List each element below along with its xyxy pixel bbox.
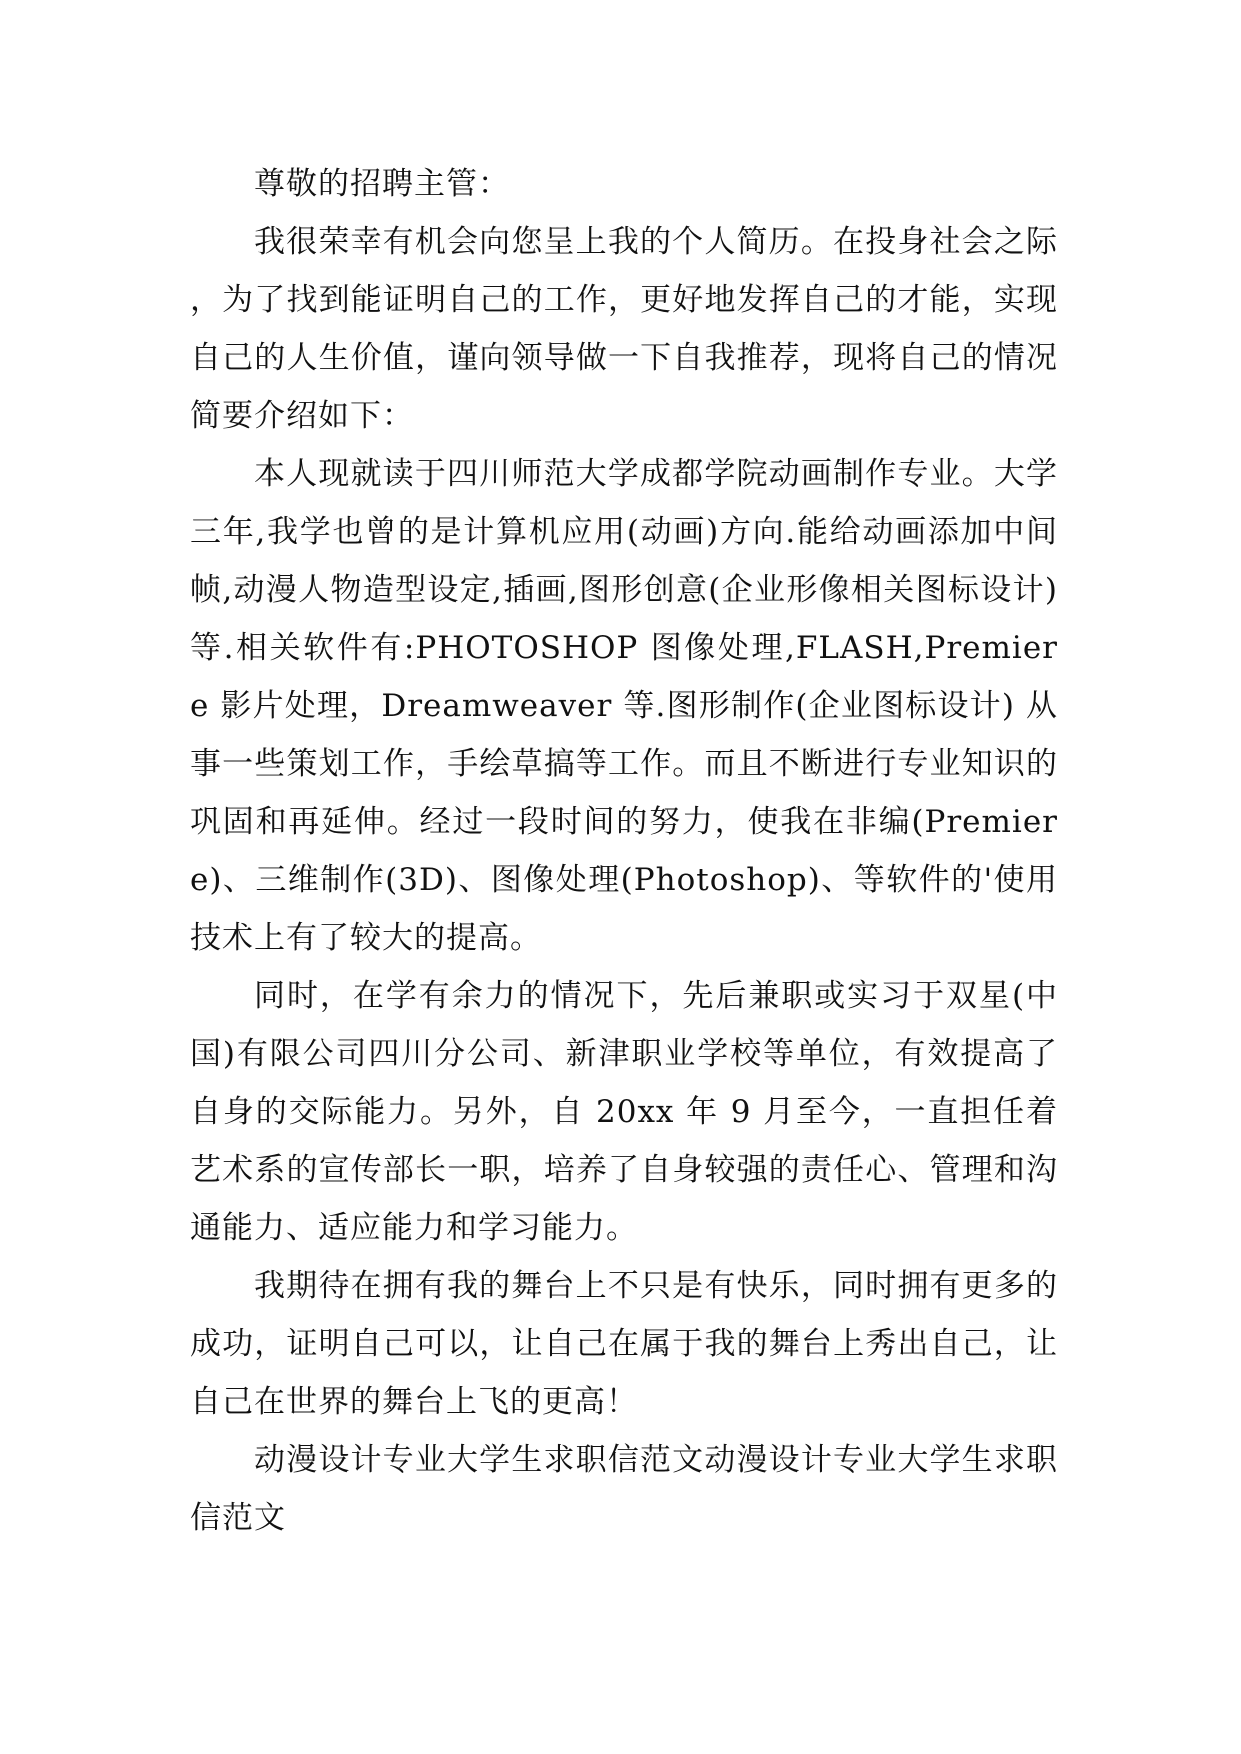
paragraph-closing: 我期待在拥有我的舞台上不只是有快乐，同时拥有更多的成功，证明自己可以，让自己在属于我的舞台上秀出自己，让自己在世界的舞台上飞的更高！ xyxy=(190,1268,1058,1420)
salutation: 尊敬的招聘主管： xyxy=(254,166,510,202)
paragraph-experience: 同时，在学有余力的情况下，先后兼职或实习于双星(中国)有限公司四川分公司、新津职业学校等单位，有效提高了自身的交际能力。另外，自 20xx 年 9 月至今，一直担任着艺术系的宣传部长一职，培养了自身较强的责任心、管理和沟通能力、适应能力和学习能力。 xyxy=(190,978,1058,1246)
letter-body xyxy=(190,155,1058,1547)
paragraph-title-footer: 动漫设计专业大学生求职信范文动漫设计专业大学生求职信范文 xyxy=(190,1442,1058,1536)
paragraph-education-skills: 本人现就读于四川师范大学成都学院动画制作专业。大学三年,我学也曾的是计算机应用(动画)方向.能给动画添加中间帧,动漫人物造型设定,插画,图形创意(企业形像相关图标设计)等.相关软件有:PHOTOSHOP 图像处理,FLASH,Premiere 影片处理，Dreamweaver 等.图形制作(企业图标设计) 从事一些策划工作，手绘草搞等工作。而且不断进行专业知识的巩固和再延伸。经过一段时间的努力，使我在非编(Premiere)、三维制作(3D)、图像处理(Photoshop)、等软件的'使用技术上有了较大的提高。 xyxy=(190,456,1058,956)
paragraph-introduction: 我很荣幸有机会向您呈上我的个人简历。在投身社会之际，为了找到能证明自己的工作，更好地发挥自己的才能，实现自己的人生价值，谨向领导做一下自我推荐，现将自己的情况简要介绍如下： xyxy=(190,224,1058,434)
